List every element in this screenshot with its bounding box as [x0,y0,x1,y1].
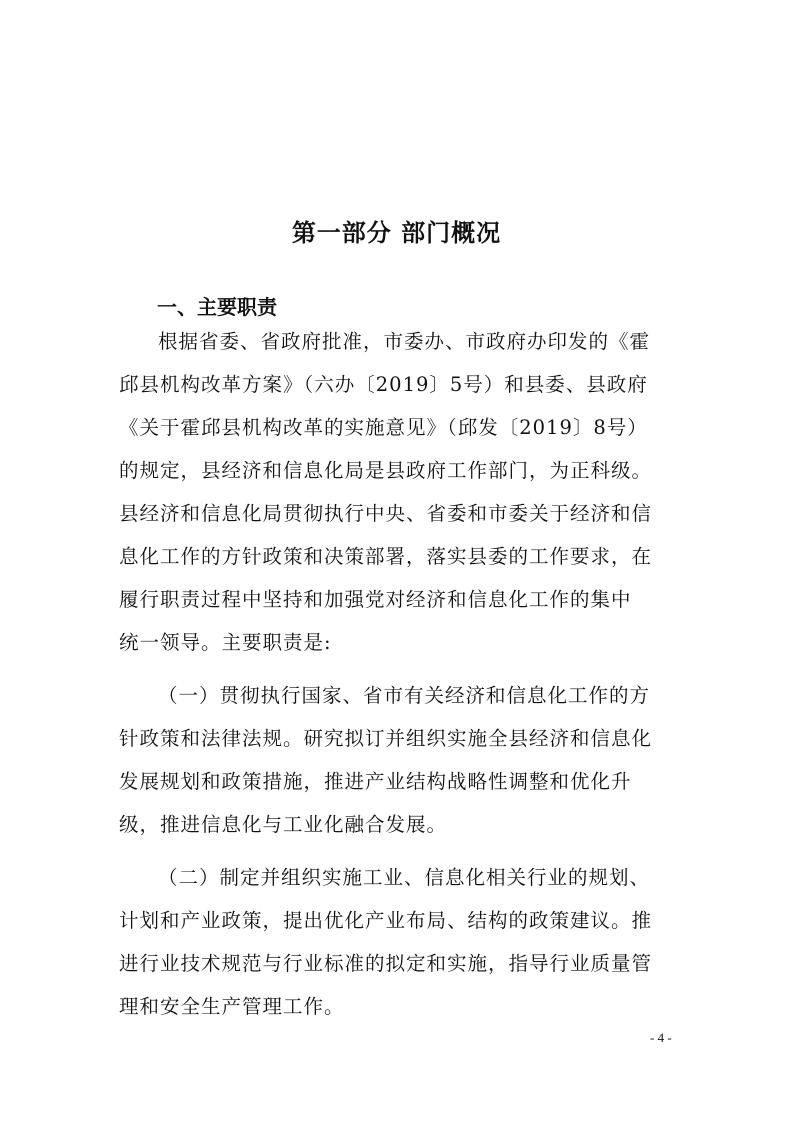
text-line: （一）贯彻执行国家、省市有关经济和信息化工作的方 [158,684,651,707]
text-line: 根据省委、省政府批准，市委办、市政府办印发的《霍 [158,330,651,353]
page-title: 第一部分 部门概况 [291,219,502,247]
text-line: 履行职责过程中坚持和加强党对经济和信息化工作的集中 [119,588,632,611]
body-text [119,320,694,1038]
text-line: 进行业技术规范与行业标准的拟定和实施，指导行业质量管 [119,952,653,975]
page-number: - 4 - [650,1030,672,1045]
section-heading: 一、主要职责 [157,295,277,319]
text-line: 计划和产业政策，提出优化产业布局、结构的政策建议。推 [119,909,653,932]
text-line: （二）制定并组织实施工业、信息化相关行业的规划、 [158,866,651,889]
text-line: 针政策和法律法规。研究拟订并组织实施全县经济和信息化 [119,727,653,750]
text-line: 邱县机构改革方案》（六办〔2019〕5号）和县委、县政府 [119,373,648,396]
paragraph [119,674,694,846]
text-line: 息化工作的方针政策和决策部署，落实县委的工作要求，在 [119,545,653,568]
text-line: 理和安全生产管理工作。 [119,995,345,1018]
text-line: 的规定，县经济和信息化局是县政府工作部门，为正科级。 [119,459,653,482]
text-line: 县经济和信息化局贯彻执行中央、省委和市委关于经济和信 [119,502,653,525]
text-line: 《关于霍邱县机构改革的实施意见》（邱发〔2019〕8号） [119,416,648,439]
paragraph [119,856,694,1028]
text-line: 发展规划和政策措施，推进产业结构战略性调整和优化升 [119,770,632,793]
paragraph [119,320,694,664]
text-line: 级，推进信息化与工业化融合发展。 [119,813,448,836]
text-line: 统一领导。主要职责是: [119,631,332,654]
